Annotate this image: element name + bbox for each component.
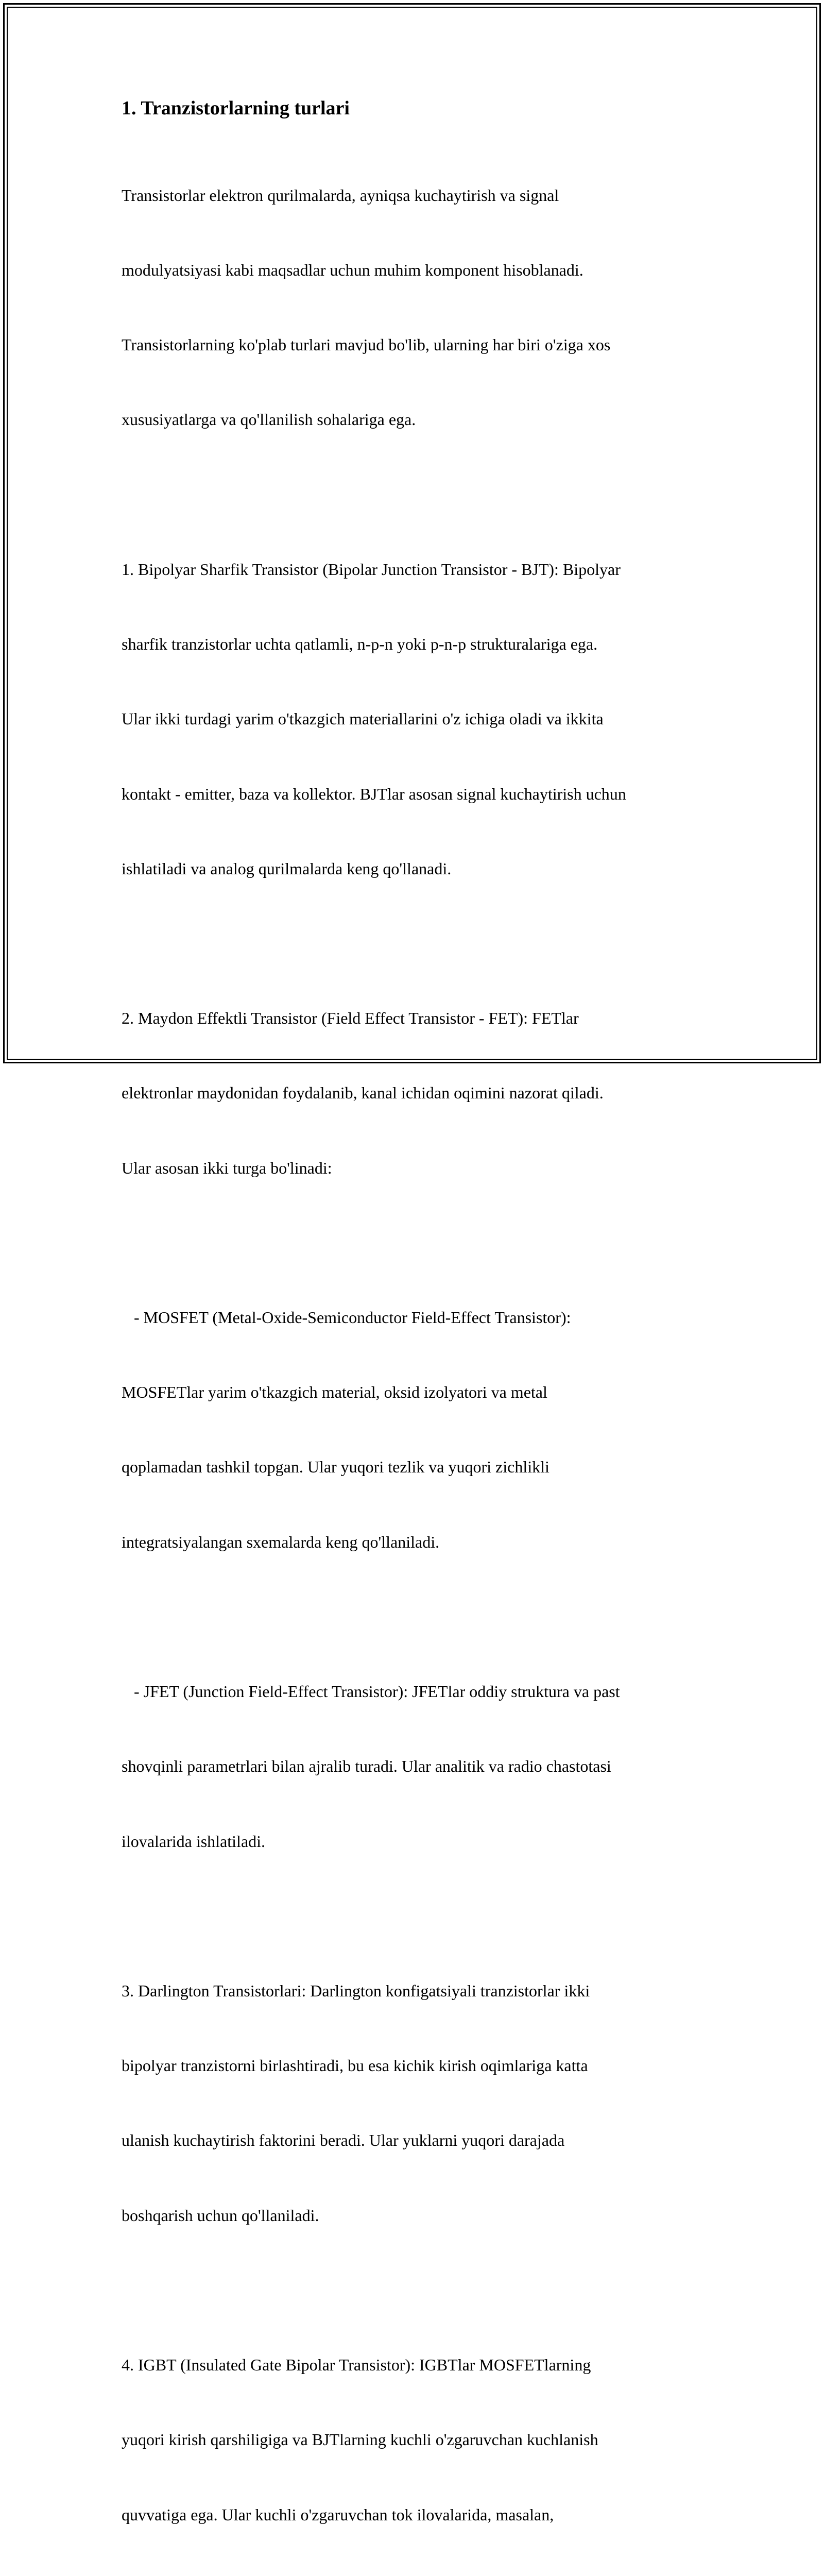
text-line: elektronlar maydonidan foydalanib, kanal ichidan oqimini nazorat qiladi. — [122, 1083, 604, 1103]
text-line: xususiyatlarga va qo'llanilish sohalariga ega. — [122, 410, 416, 429]
text-line: qoplamadan tashkil topgan. Ular yuqori tezlik va yuqori zichlikli — [122, 1458, 550, 1477]
text-line: Transistorlarning ko'plab turlari mavjud bo'lib, ularning har biri o'ziga xos — [122, 335, 611, 354]
text-line: Ular ikki turdagi yarim o'tkazgich materiallarini o'z ichiga oladi va ikkita — [122, 709, 604, 728]
text-line: ishlatiladi va analog qurilmalarda keng qo'llanadi. — [122, 859, 452, 878]
paragraph-darlington — [122, 1928, 714, 2278]
text-line: modulyatsiyasi kabi maqsadlar uchun muhim komponent hisoblanadi. — [122, 261, 583, 280]
section-heading: 1. Tranzistorlarning turlari — [122, 97, 350, 119]
text-line: yuqori kirish qarshiligiga va BJTlarning kuchli o'zgaruvchan kuchlanish — [122, 2430, 598, 2449]
document-body — [122, 96, 714, 2576]
text-line: sharfik tranzistorlar uchta qatlamli, n-p-n yoki p-n-p strukturalariga ega. — [122, 635, 598, 654]
text-line: integratsiyalangan sxemalarda keng qo'llaniladi. — [122, 1532, 440, 1551]
text-line: MOSFETlar yarim o'tkazgich material, oksid izolyatori va metal — [122, 1383, 547, 1402]
text-line: - MOSFET (Metal-Oxide-Semiconductor Field-Effect Transistor): — [122, 1308, 571, 1327]
text-line: ulanish kuchaytirish faktorini beradi. Ular yuklarni yuqori darajada — [122, 2131, 565, 2150]
text-line: quvvatiga ega. Ular kuchli o'zgaruvchan tok ilovalarida, masalan, — [122, 2505, 554, 2524]
text-line: - JFET (Junction Field-Effect Transistor): JFETlar oddiy struktura va past — [122, 1682, 620, 1701]
paragraph-fet — [122, 956, 714, 1230]
paragraph-bjt — [122, 507, 714, 931]
text-line: 4. IGBT (Insulated Gate Bipolar Transistor): IGBTlar MOSFETlarning — [122, 2355, 591, 2375]
text-line: 1. Bipolyar Sharfik Transistor (Bipolar Junction Transistor - BJT): Bipolyar — [122, 560, 621, 579]
text-line: Ular asosan ikki turga bo'linadi: — [122, 1158, 332, 1177]
text-line: kontakt - emitter, baza va kollektor. BJTlar asosan signal kuchaytirish uchun — [122, 784, 626, 803]
text-line: boshqarish uchun qo'llaniladi. — [122, 2206, 319, 2225]
text-line: shovqinli parametrlari bilan ajralib turadi. Ular analitik va radio chastotasi — [122, 1757, 611, 1776]
paragraph-mosfet — [122, 1255, 714, 1604]
paragraph-intro — [122, 133, 714, 482]
paragraph-igbt — [122, 2302, 714, 2576]
text-line: ilovalarida ishlatiladi. — [122, 1832, 266, 1851]
text-line: Transistorlar elektron qurilmalarda, ayniqsa kuchaytirish va signal — [122, 185, 559, 205]
paragraph-jfet — [122, 1629, 714, 1903]
text-line: 2. Maydon Effektli Transistor (Field Effect Transistor - FET): FETlar — [122, 1009, 579, 1028]
text-line: 3. Darlington Transistorlari: Darlington konfigatsiyali tranzistorlar ikki — [122, 1981, 590, 2000]
text-line: bipolyar tranzistorni birlashtiradi, bu esa kichik kirish oqimlariga katta — [122, 2056, 588, 2075]
